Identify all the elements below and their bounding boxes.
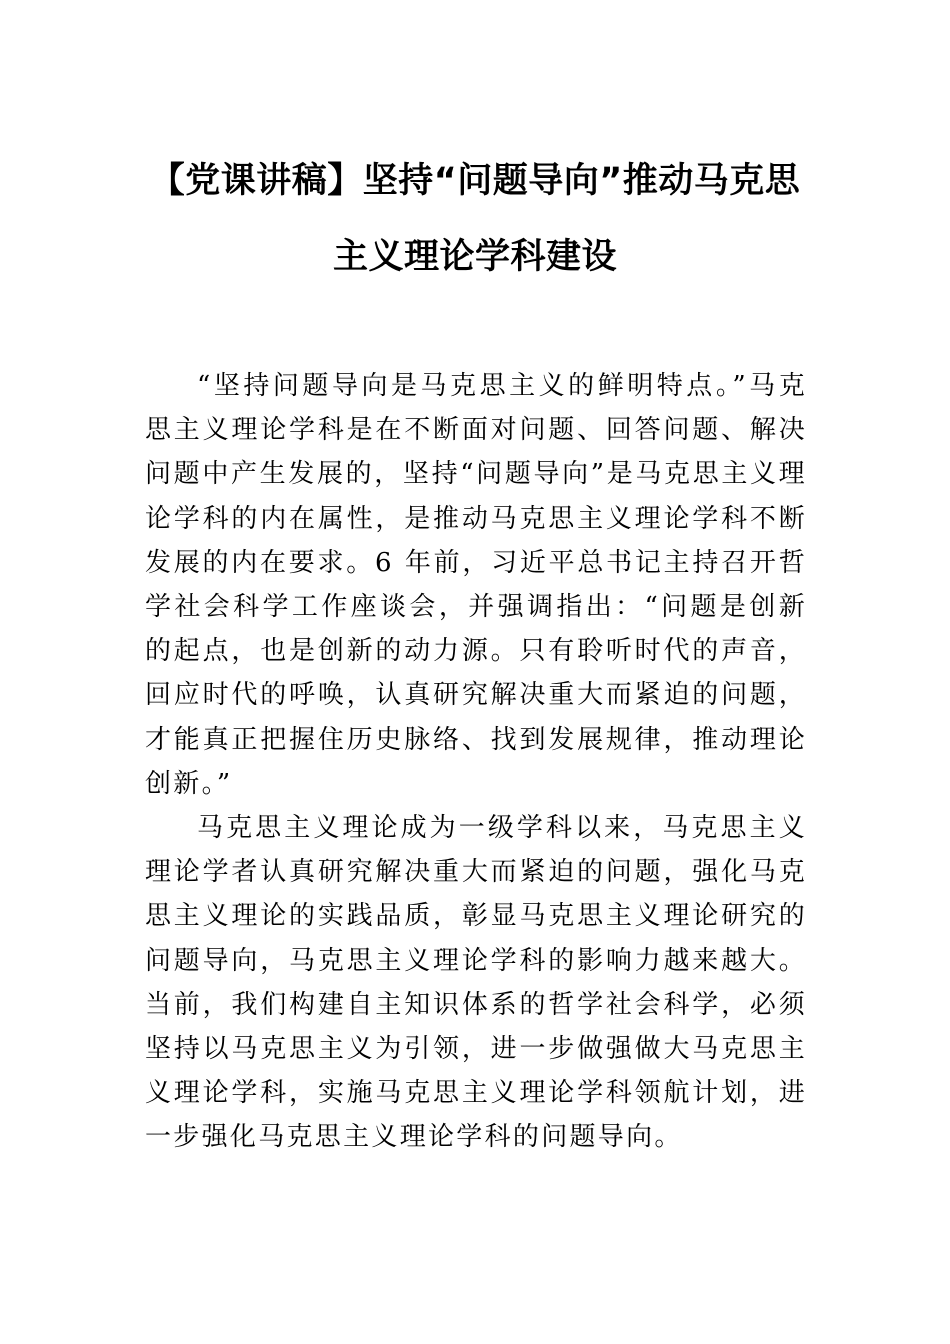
document-title [110,143,840,295]
body-paragraph-1: “坚持问题导向是马克思主义的鲜明特点。”马克思主义理论学科是在不断面对问题、回答问题、解决问题中产生发展的，坚持“问题导向”是马克思主义理论学科的内在属性，是推动马克思主义理论学科不断发展的内在要求。6 年前，习近平总书记主持召开哲学社会科学工作座谈会，并强调指出：“问题是创新的起点，也是创新的动力源。只有聆听时代的声音，回应时代的呼唤，认真研究解决重大而紧迫的问题，才能真正把握住历史脉络、找到发展规律，推动理论创新。” [145,371,807,799]
document-title-line-2: 主义理论学科建设 [332,237,617,277]
body-paragraph-2: 马克思主义理论成为一级学科以来，马克思主义理论学者认真研究解决重大而紧迫的问题，强化马克思主义理论的实践品质，彰显马克思主义理论研究的问题导向，马克思主义理论学科的影响力越来越大。当前，我们构建自主知识体系的哲学社会科学，必须坚持以马克思主义为引领，进一步做强做大马克思主义理论学科，实施马克思主义理论学科领航计划，进一步强化马克思主义理论学科的问题导向。 [145,813,807,1153]
document-title-line-1: 【党课讲稿】坚持“问题导向”推动马克思 [149,161,801,201]
document-body [145,364,807,1160]
